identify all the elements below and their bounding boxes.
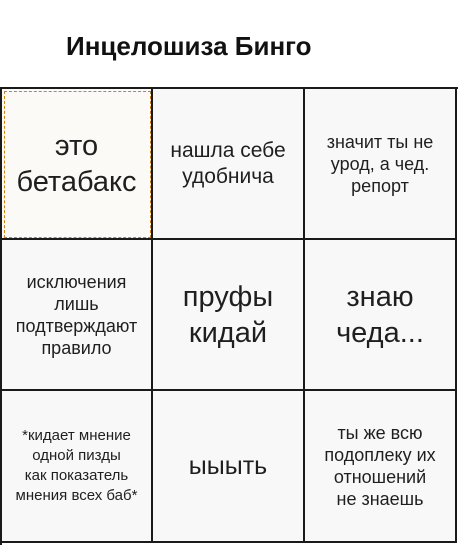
- bingo-cell-9[interactable]: [305, 391, 457, 543]
- bingo-cell-3[interactable]: [305, 89, 457, 240]
- bingo-cell-1[interactable]: [2, 89, 153, 240]
- bingo-cell-7[interactable]: [2, 391, 153, 543]
- bingo-board: [0, 87, 458, 545]
- bingo-cell-7-label: *кидает мнение одной пизды как показатель мнения всех баб*: [15, 427, 138, 504]
- bingo-cell-5-label: пруфы кидай: [182, 280, 274, 349]
- bingo-cell-2[interactable]: [153, 89, 305, 240]
- bingo-cell-8-label: ыыыть: [188, 452, 268, 480]
- bingo-cell-8[interactable]: [153, 391, 305, 543]
- bingo-cell-5[interactable]: [153, 240, 305, 391]
- bingo-cell-1-label: это бетабакс: [16, 129, 137, 198]
- bingo-cell-4-label: исключения лишь подтверждают правило: [15, 271, 138, 358]
- bingo-cell-3-label: значит ты не урод, а чед. репорт: [326, 131, 434, 196]
- bingo-cell-6-label: знаю чеда...: [336, 280, 424, 349]
- bingo-cell-2-label: нашла себе удобнича: [170, 138, 286, 188]
- bingo-cell-6[interactable]: [305, 240, 457, 391]
- bingo-cell-4[interactable]: [2, 240, 153, 391]
- bingo-cell-9-label: ты же всю подоплеку их отношений не знаешь: [324, 423, 436, 509]
- page-title: Инцелошиза Бинго: [66, 31, 312, 61]
